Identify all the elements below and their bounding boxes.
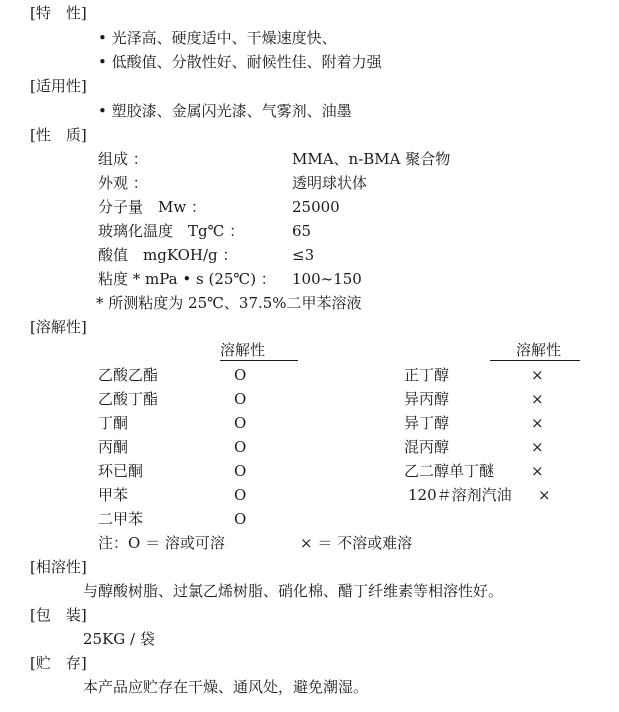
property-value: 100~150 [292,270,362,288]
soluble-mark: O [234,462,247,480]
soluble-mark: O [234,486,247,504]
compatibility-text: 与醇酸树脂、过氯乙烯树脂、硝化棉、醋丁纤维素等相溶性好。 [83,582,504,600]
properties-note: * 所测粘度为 25℃、37.5%二甲苯溶液 [96,294,362,312]
property-label: 玻璃化温度 Tg℃ ： [98,222,245,240]
applications-heading: [适用性] [30,77,87,95]
soluble-mark: O [234,390,247,408]
property-label: 分子量 Mw ： [98,198,206,216]
solvent-name: 混丙醇 [404,438,450,456]
properties-heading: [性 质] [30,126,87,144]
insoluble-mark: × [531,366,544,384]
solubility-col-header-left: 溶解性 [220,343,298,361]
solvent-name: 丁酮 [98,414,129,432]
insoluble-mark: × [531,414,544,432]
soluble-mark: O [234,438,247,456]
packaging-text: 25KG / 袋 [83,630,155,648]
solvent-name: 异丙醇 [404,390,450,408]
property-label: 粘度 * mPa • s (25℃) ： [98,270,276,288]
solvent-name: 甲苯 [98,486,129,504]
solubility-legend-soluble: 注：O ＝ 溶或可溶 [98,534,225,552]
property-label: 外观 ： [98,174,148,192]
insoluble-mark: × [538,486,551,504]
storage-text: 本产品应贮存在干燥、通风处，避免潮湿。 [83,678,369,696]
soluble-mark: O [234,414,247,432]
solvent-name: 乙酸乙酯 [98,366,159,384]
soluble-mark: O [234,510,247,528]
compatibility-heading: [相溶性] [30,558,87,576]
soluble-mark: O [234,366,247,384]
property-label: 酸值 mgKOH/g ： [98,246,238,264]
solvent-name: 正丁醇 [404,366,450,384]
solvent-name: 异丁醇 [404,414,450,432]
solvent-name: 二甲苯 [98,510,144,528]
property-value: MMA、n-BMA 聚合物 [292,150,451,168]
solubility-col-header-right: 溶解性 [490,343,580,361]
property-value: 25000 [292,198,340,216]
property-value: ≤3 [292,246,315,264]
insoluble-mark: × [531,462,544,480]
property-value: 65 [292,222,312,240]
solubility-heading: [溶解性] [30,318,87,336]
solvent-name: 乙二醇单丁醚 [404,462,495,480]
solvent-name: 环已酮 [98,462,144,480]
features-heading: [特 性] [30,4,87,22]
solvent-name: 丙酮 [98,438,129,456]
solvent-name: 120＃溶剂汽油 [408,486,512,504]
applications-bullet-1: • 塑胶漆、金属闪光漆、气雾剂、油墨 [98,102,352,120]
insoluble-mark: × [531,390,544,408]
insoluble-mark: × [531,438,544,456]
solubility-legend-insoluble: × ＝ 不溶或难溶 [300,534,413,552]
packaging-heading: [包 装] [30,606,87,624]
property-label: 组成 ： [98,150,148,168]
property-value: 透明球状体 [292,174,368,192]
features-bullet-1: • 光泽高、硬度适中、干燥速度快、 [98,29,337,47]
storage-heading: [贮 存] [30,654,87,672]
solvent-name: 乙酸丁酯 [98,390,159,408]
features-bullet-2: • 低酸值、分散性好、耐候性佳、附着力强 [98,53,382,71]
